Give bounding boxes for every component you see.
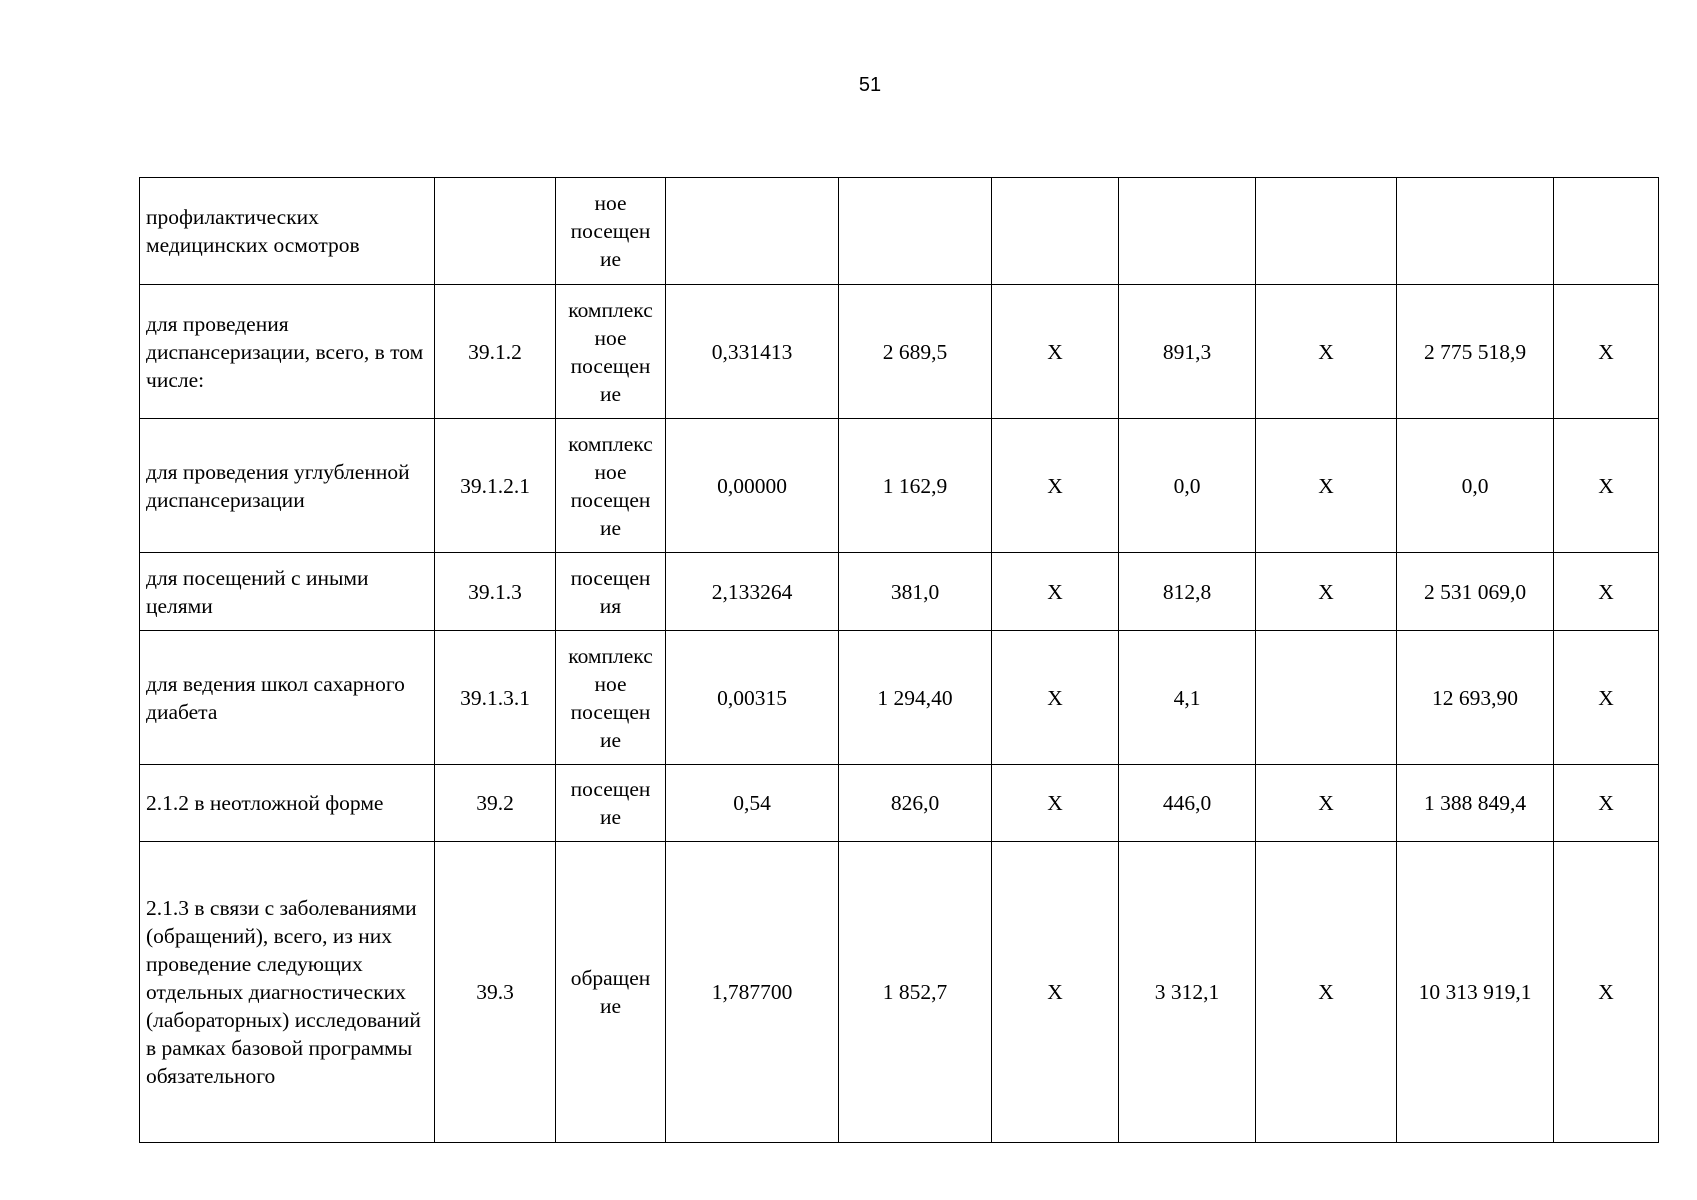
row-value-cell: 1,787700 xyxy=(666,842,839,1143)
row-name-cell: для проведения углубленной диспансеризации xyxy=(140,419,435,553)
row-name-cell: для посещений с иными целями xyxy=(140,553,435,631)
row-value-cell: 446,0 xyxy=(1119,765,1256,842)
row-value-cell: 12 693,90 xyxy=(1397,631,1554,765)
row-value-cell: Х xyxy=(1554,285,1659,419)
row-unit-cell: обращен ие xyxy=(556,842,666,1143)
financing-table xyxy=(139,177,1659,1143)
row-value-cell: Х xyxy=(992,553,1119,631)
row-code-cell: 39.1.2.1 xyxy=(435,419,556,553)
row-value-cell: 1 852,7 xyxy=(839,842,992,1143)
table-row xyxy=(140,178,1659,285)
row-value-cell: 0,54 xyxy=(666,765,839,842)
row-value-cell xyxy=(992,178,1119,285)
row-code-cell: 39.1.3 xyxy=(435,553,556,631)
row-name-cell: 2.1.3 в связи с заболеваниями (обращений), всего, из них проведение следующих отдельных диагностических (лабораторных) исследований в рамках базовой программы обязательного xyxy=(140,842,435,1143)
table-row xyxy=(140,842,1659,1143)
row-name-cell: для ведения школ сахарного диабета xyxy=(140,631,435,765)
row-value-cell: 0,331413 xyxy=(666,285,839,419)
row-code-cell: 39.3 xyxy=(435,842,556,1143)
row-value-cell: Х xyxy=(1256,553,1397,631)
row-value-cell xyxy=(1256,178,1397,285)
row-unit-cell: комплекс ное посещен ие xyxy=(556,419,666,553)
row-unit-cell: посещен ия xyxy=(556,553,666,631)
row-value-cell: 2 531 069,0 xyxy=(1397,553,1554,631)
row-value-cell: 826,0 xyxy=(839,765,992,842)
row-value-cell: Х xyxy=(1256,842,1397,1143)
row-value-cell: Х xyxy=(1256,285,1397,419)
row-unit-cell: комплекс ное посещен ие xyxy=(556,285,666,419)
page-number: 51 xyxy=(858,74,882,96)
row-value-cell: Х xyxy=(992,765,1119,842)
row-value-cell: 2 689,5 xyxy=(839,285,992,419)
row-value-cell: 381,0 xyxy=(839,553,992,631)
row-value-cell: Х xyxy=(1256,419,1397,553)
row-value-cell: 1 294,40 xyxy=(839,631,992,765)
table-row xyxy=(140,553,1659,631)
row-value-cell: 1 388 849,4 xyxy=(1397,765,1554,842)
row-value-cell: Х xyxy=(1554,765,1659,842)
row-value-cell xyxy=(1256,631,1397,765)
row-name-cell: для проведения диспансеризации, всего, в том числе: xyxy=(140,285,435,419)
row-unit-cell: комплекс ное посещен ие xyxy=(556,631,666,765)
row-code-cell: 39.2 xyxy=(435,765,556,842)
row-value-cell: Х xyxy=(992,285,1119,419)
row-value-cell xyxy=(1397,178,1554,285)
row-value-cell xyxy=(1554,178,1659,285)
row-value-cell: 1 162,9 xyxy=(839,419,992,553)
row-value-cell: 2 775 518,9 xyxy=(1397,285,1554,419)
row-unit-cell: ное посещен ие xyxy=(556,178,666,285)
table-row xyxy=(140,631,1659,765)
row-value-cell: 0,0 xyxy=(1119,419,1256,553)
row-value-cell: 3 312,1 xyxy=(1119,842,1256,1143)
row-value-cell: Х xyxy=(992,842,1119,1143)
row-value-cell: 812,8 xyxy=(1119,553,1256,631)
row-value-cell: 0,00000 xyxy=(666,419,839,553)
row-value-cell: Х xyxy=(1554,419,1659,553)
row-value-cell: 891,3 xyxy=(1119,285,1256,419)
row-value-cell: 4,1 xyxy=(1119,631,1256,765)
row-value-cell: Х xyxy=(992,419,1119,553)
row-code-cell: 39.1.2 xyxy=(435,285,556,419)
row-value-cell: 0,0 xyxy=(1397,419,1554,553)
row-value-cell: 10 313 919,1 xyxy=(1397,842,1554,1143)
row-value-cell: Х xyxy=(1554,631,1659,765)
table-row xyxy=(140,765,1659,842)
row-name-cell: профилактических медицинских осмотров xyxy=(140,178,435,285)
row-value-cell: Х xyxy=(1256,765,1397,842)
row-value-cell xyxy=(839,178,992,285)
row-value-cell: Х xyxy=(1554,553,1659,631)
row-unit-cell: посещен ие xyxy=(556,765,666,842)
row-value-cell: 2,133264 xyxy=(666,553,839,631)
row-value-cell: 0,00315 xyxy=(666,631,839,765)
row-value-cell: Х xyxy=(1554,842,1659,1143)
row-value-cell xyxy=(1119,178,1256,285)
row-value-cell xyxy=(666,178,839,285)
table-row xyxy=(140,419,1659,553)
row-code-cell: 39.1.3.1 xyxy=(435,631,556,765)
row-value-cell: Х xyxy=(992,631,1119,765)
row-name-cell: 2.1.2 в неотложной форме xyxy=(140,765,435,842)
table-row xyxy=(140,285,1659,419)
row-code-cell xyxy=(435,178,556,285)
